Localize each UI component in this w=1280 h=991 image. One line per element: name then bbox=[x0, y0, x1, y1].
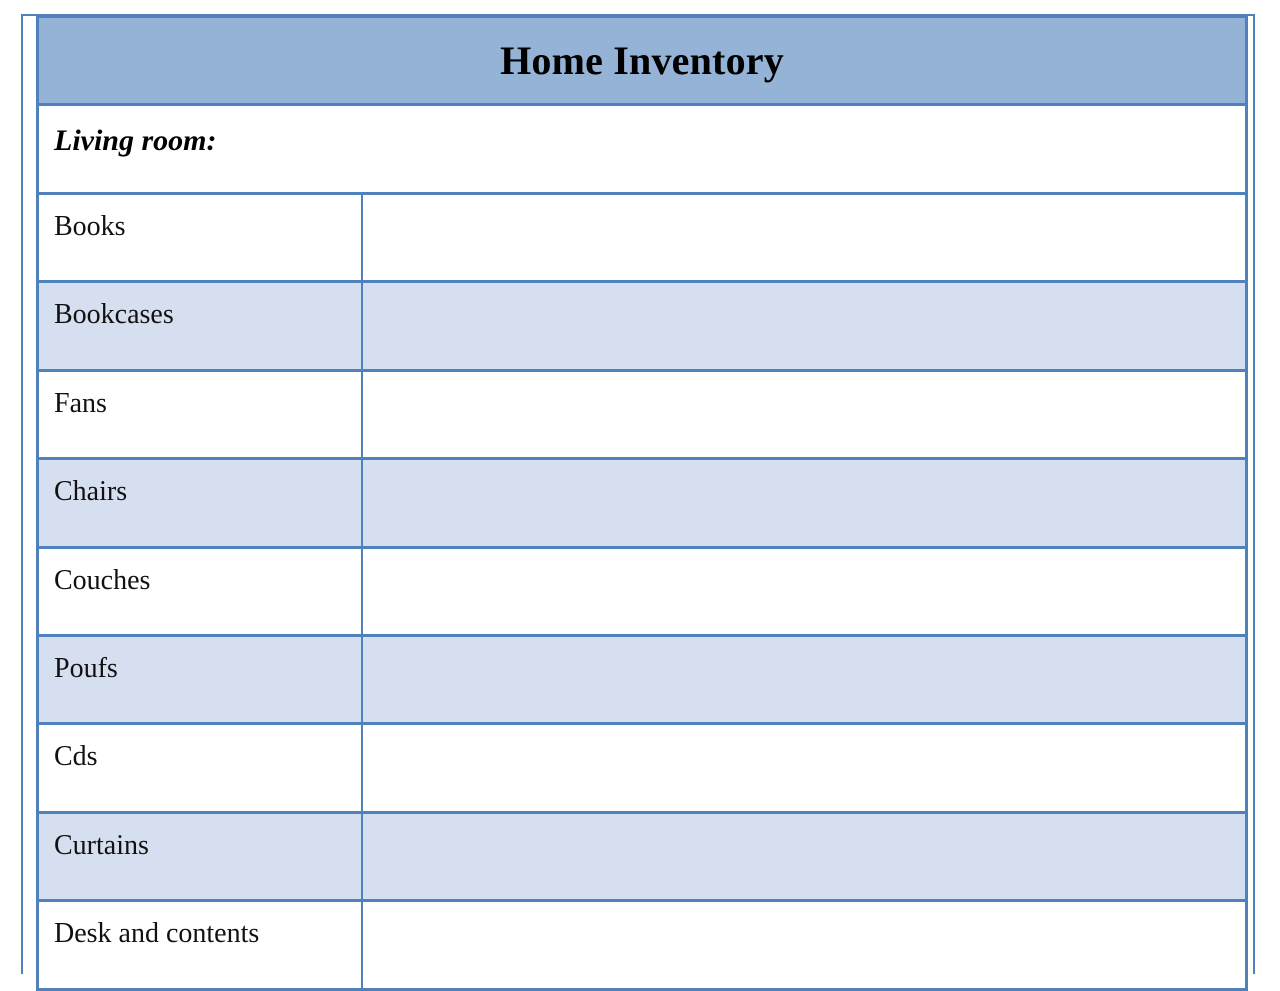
item-value-cell[interactable] bbox=[363, 637, 1245, 722]
item-value-cell[interactable] bbox=[363, 549, 1245, 634]
inventory-row bbox=[39, 372, 1248, 460]
item-label: Desk and contents bbox=[39, 902, 363, 987]
section-label: Living room: bbox=[54, 124, 217, 157]
item-value-cell[interactable] bbox=[363, 195, 1245, 280]
inventory-row bbox=[39, 725, 1248, 813]
item-value-cell[interactable] bbox=[363, 283, 1245, 368]
item-label: Bookcases bbox=[39, 283, 363, 368]
page-title: Home Inventory bbox=[500, 38, 784, 83]
item-value-cell[interactable] bbox=[363, 372, 1245, 457]
inventory-row bbox=[39, 283, 1248, 371]
item-label: Curtains bbox=[39, 814, 363, 899]
inventory-row bbox=[39, 460, 1248, 548]
title-row bbox=[39, 16, 1248, 106]
item-value-cell[interactable] bbox=[363, 902, 1245, 987]
item-label: Cds bbox=[39, 725, 363, 810]
item-value-cell[interactable] bbox=[363, 725, 1245, 810]
inventory-row bbox=[39, 195, 1248, 283]
item-label: Books bbox=[39, 195, 363, 280]
inventory-row bbox=[39, 549, 1248, 637]
item-label: Chairs bbox=[39, 460, 363, 545]
item-value-cell[interactable] bbox=[363, 814, 1245, 899]
inventory-table bbox=[36, 16, 1248, 991]
section-row bbox=[39, 106, 1248, 195]
inventory-row bbox=[39, 902, 1248, 990]
item-label: Poufs bbox=[39, 637, 363, 722]
inventory-row bbox=[39, 637, 1248, 725]
item-label: Fans bbox=[39, 372, 363, 457]
inventory-row bbox=[39, 814, 1248, 902]
item-value-cell[interactable] bbox=[363, 460, 1245, 545]
item-label: Couches bbox=[39, 549, 363, 634]
